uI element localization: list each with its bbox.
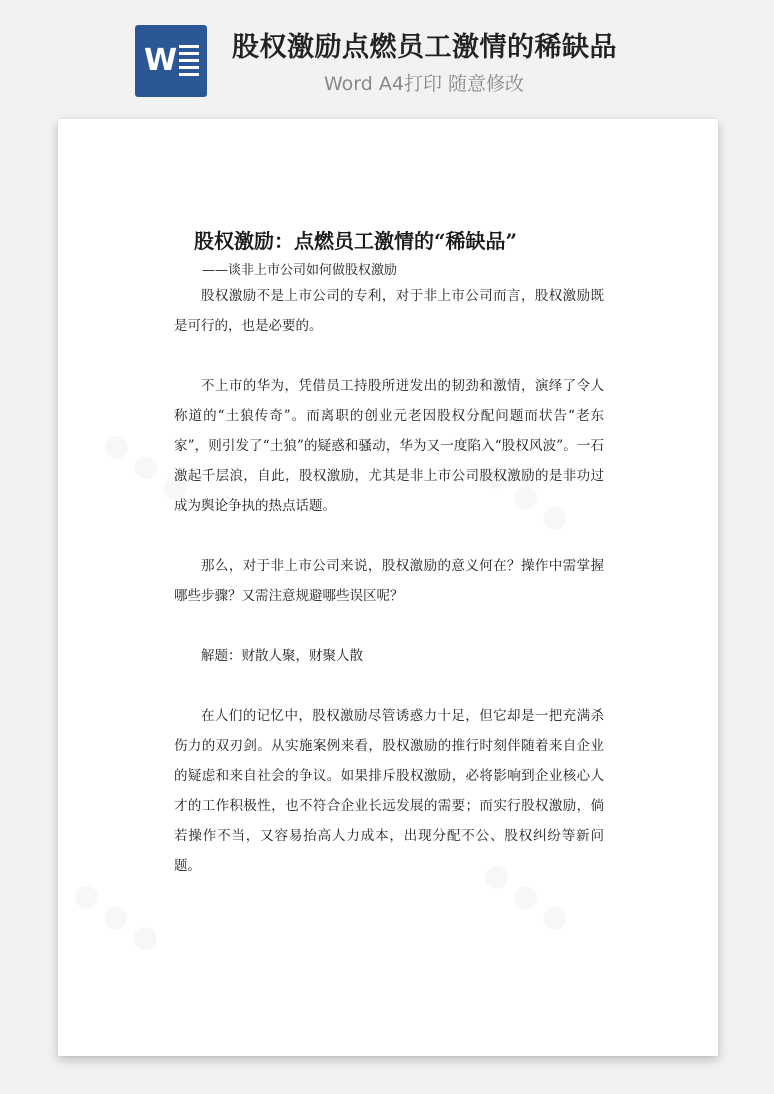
page-subtitle: Word A4打印 随意修改 (324, 73, 525, 95)
paragraph: 在人们的记忆中，股权激励尽管诱惑力十足，但它却是一把充满杀伤力的双刃剑。从实施案例来看，股权激励的推行时刻伴随着来自企业的疑虑和来自社会的争议。如果排斥股权激励，必将影响到企业核心人才的工作积极性，也不符合企业长远发展的需要；而实行股权激励，倘若操作不当，又容易抬高人力成本，出现分配不公、股权纠纷等新问题。 (174, 708, 604, 874)
page-title: 股权激励点燃员工激情的稀缺品 (232, 32, 617, 63)
document-subheading: ——谈非上市公司如何做股权激励 (202, 263, 398, 278)
watermark-mark: ● ● ● (66, 874, 167, 959)
paragraph: 那么，对于非上市公司来说，股权激励的意义何在？操作中需掌握哪些步骤？又需注意规避哪些误区呢？ (174, 558, 604, 604)
document-page (58, 119, 718, 1056)
paragraph: 不上市的华为，凭借员工持股所迸发出的韧劲和激情，演绎了令人称道的“土狼传奇”。而离职的创业元老因股权分配问题而状告“老东家”，则引发了“土狼”的疑惑和骚动，华为又一度陷入“股权风波”。一石激起千层浪，自此，股权激励，尤其是非上市公司股权激励的是非功过成为舆论争执的热点话题。 (174, 378, 604, 514)
word-icon-lines (179, 45, 199, 80)
document-body (174, 227, 604, 881)
paragraph: 股权激励不是上市公司的专利，对于非上市公司而言，股权激励既是可行的，也是必要的。 (174, 288, 604, 334)
watermark-mark: ● ● ● (96, 424, 197, 509)
watermark-mark: ● ● ● (476, 454, 577, 539)
word-icon-letter: W (144, 43, 178, 78)
word-doc-icon (135, 25, 207, 97)
header (0, 0, 774, 110)
watermark-mark: ● ● ● (476, 854, 577, 939)
document-heading: 股权激励：点燃员工激情的“稀缺品” (194, 229, 518, 253)
section-heading: 解题：财散人聚，财聚人散 (201, 648, 363, 664)
